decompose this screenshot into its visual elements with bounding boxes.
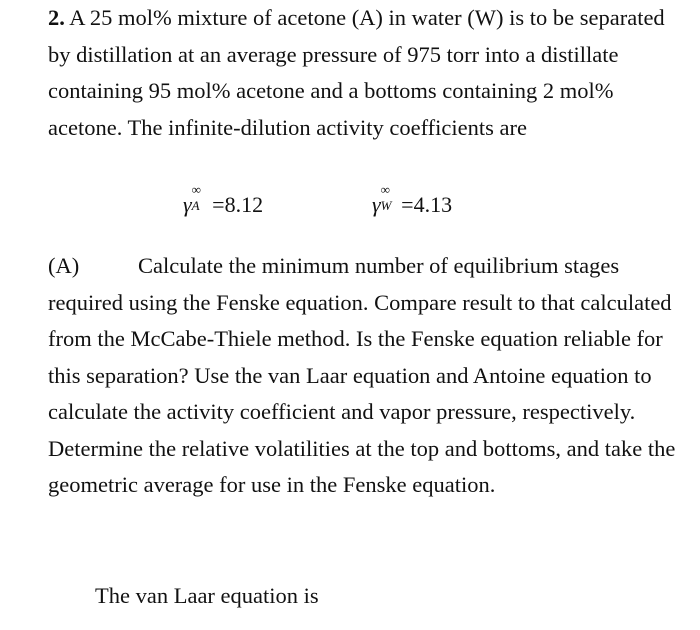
gamma-a-equals: = xyxy=(212,192,225,217)
gamma-a-symbol: γ xyxy=(183,192,192,217)
problem-intro: A 25 mol% mixture of acetone (A) in water (W) is to be separated by distillation at an average pressure of 975 torr into a distillate containing 95 mol% acetone and a bottoms containing 2 mol% acetone. The infinite-dilution activity coefficients are xyxy=(48,5,665,140)
gamma-w-value: 4.13 xyxy=(413,192,453,217)
gamma-w-equals: = xyxy=(401,192,414,217)
problem-number: 2. xyxy=(48,5,65,30)
gamma-a-equation xyxy=(183,182,264,218)
gamma-a-superscript: ∞ xyxy=(191,182,201,197)
part-a-text: Calculate the minimum number of equilibrium stages required using the Fenske equation. Compare result to that calculated from the McCabe-Thiele method. Is the Fenske equation reliable for this separation? Use the van Laar equation and Antoine equation to calculate the activity coefficient and vapor pressure, respectively. Determine the relative volatilities at the top and bottoms, and take the geometric average for use in the Fenske equation. xyxy=(48,253,676,497)
gamma-a-subscript: A xyxy=(191,198,200,213)
activity-coefficients xyxy=(0,182,700,228)
van-laar-intro: The van Laar equation is xyxy=(95,583,319,608)
gamma-w-subscript: W xyxy=(380,198,392,213)
part-a-paragraph xyxy=(48,248,678,504)
gamma-w-equation xyxy=(372,182,453,218)
problem-statement xyxy=(48,0,678,146)
gamma-a-value: 8.12 xyxy=(224,192,264,217)
part-a-label: (A) xyxy=(48,253,80,278)
gamma-w-symbol: γ xyxy=(372,192,381,217)
gamma-w-superscript: ∞ xyxy=(380,182,390,197)
